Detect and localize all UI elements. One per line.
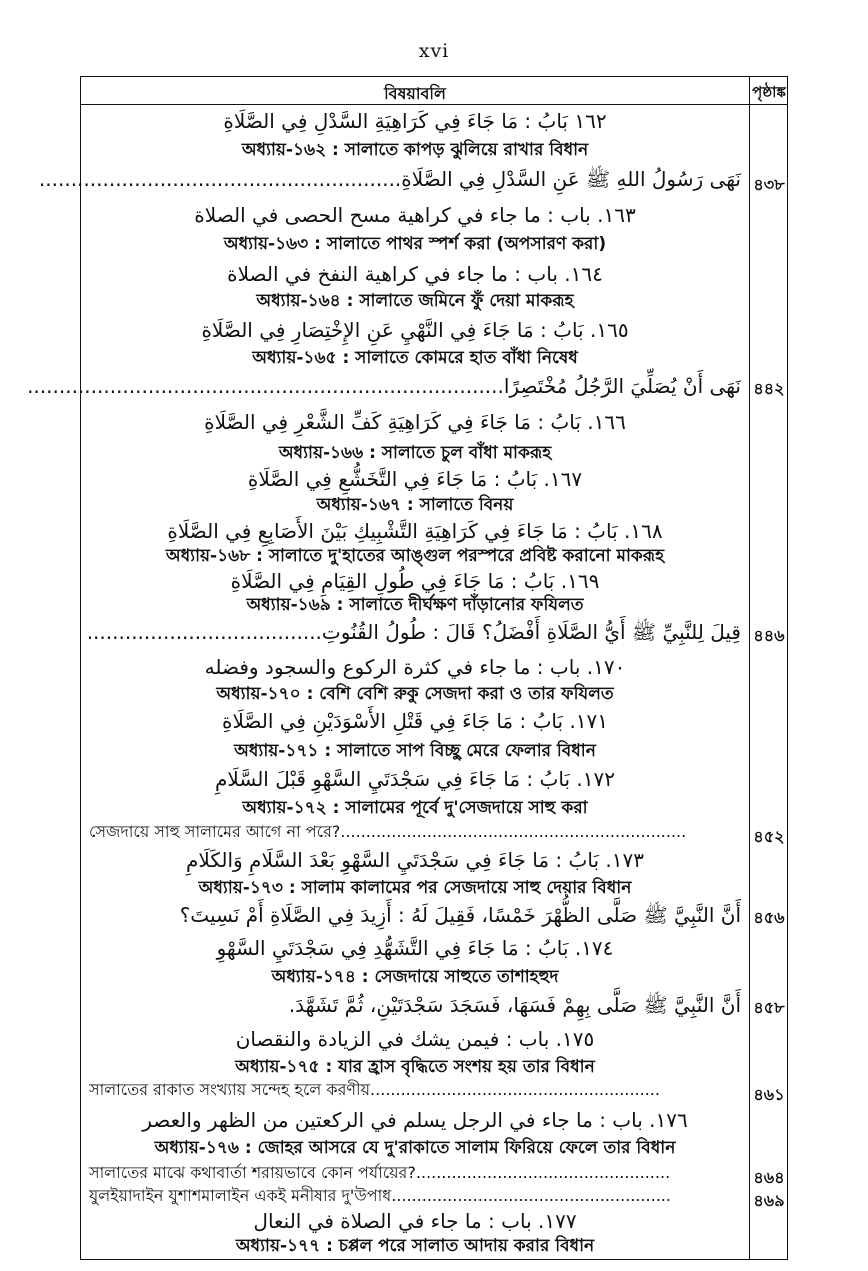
toc-entry-page: ৪৪৬ (753, 626, 785, 645)
toc-entry-arabic: ١٧١. بَابُ : مَا جَاءَ فِي قَتْلِ الأَسْوَدَيْنِ فِي الصَّلَاةِ (221, 709, 609, 733)
toc-entry-bengali: অধ্যায়-১৭৬ : জোহর আসরে যে দু'রাকাতে সালাম ফিরিয়ে ফেলে তার বিধান (154, 1138, 676, 1158)
toc-entry-arabic: ١٦٧. بَابُ : مَا جَاءَ فِي التَّخَشُّعِ فِي الصَّلَاةِ (247, 467, 583, 491)
toc-entry-topic: সেজদায়ে সাহু সালামের আগে না পরে?.................................................................... (89, 822, 687, 841)
toc-entry-arabic: ١٦٩. بَابُ : مَا جَاءَ فِي طُولِ القِيَامِ فِي الصَّلَاةِ (230, 569, 600, 593)
toc-entry-hadith: أَنَّ النَّبِيَّ ﷺ صَلَّى الظُّهْرَ خَمْسًا، فَقِيلَ لَهُ : أَزِيدَ فِي الصَّلَاةِ أَمْ نَسِيتَ؟ (179, 903, 741, 927)
toc-entry-page: ৪৬৯ (753, 1191, 785, 1210)
toc-entry-bengali: অধ্যায়-১৭০ : বেশি বেশি রুকু সেজদা করা ও তার ফযিলত (216, 684, 614, 704)
table-of-contents (27, 76, 788, 1260)
toc-entry-arabic: ١٧٣. بَابُ : مَا جَاءَ فِي سَجْدَتَيِ السَّهْوِ بَعْدَ السَّلَامِ وَالكَلَامِ (186, 848, 644, 872)
toc-entry-arabic: ١٦٢ بَابُ : مَا جَاءَ فِي كَرَاهِيَةِ السَّدْلِ فِي الصَّلَاةِ (223, 109, 607, 133)
toc-entry-arabic: ١٦٦. بَابُ : مَا جَاءَ فِي كَرَاهِيَةِ كَفِّ الشَّعْرِ فِي الصَّلَاةِ (204, 410, 626, 434)
toc-entry-page: ৪৫৮ (753, 998, 785, 1017)
toc-entry-bengali: অধ্যায়-১৬২ : সালাতে কাপড় ঝুলিয়ে রাখার বিধান (241, 140, 589, 160)
toc-entry-topic: যুলইয়াদাইন যুশাশমালাইন একই মনীষার দু'উপাধ....................................................... (89, 1186, 671, 1205)
toc-entry-topic: সালাতের মাঝে কথাবার্তা শরায়ভাবে কোন পর্যায়ের?.................................................. (89, 1163, 671, 1182)
toc-entry-bengali: অধ্যায়-১৭১ : সালাতে সাপ বিচ্ছু মেরে ফেলার বিধান (234, 741, 596, 761)
toc-entry-bengali: অধ্যায়-১৬৮ : সালাতে দু'হাতের আঙ্গুল পরস্পরে প্রবিষ্ট করানো মাকরূহ (165, 546, 665, 566)
toc-entry-page: ৪৫৬ (753, 908, 785, 927)
toc-entry-arabic: ١٦٤. باب : ما جاء في كراهية النفخ في الصلاة (227, 262, 603, 286)
toc-entry-bengali: অধ্যায়-১৬৫ : সালাতে কোমরে হাত বাঁধা নিষেধ (252, 348, 578, 368)
header-subject: বিষয়াবলি (384, 84, 446, 103)
toc-entry-hadith: نَهَى أَنْ يُصَلِّيَ الرَّجُلُ مُخْتَصِرًا........................................................................... (27, 374, 741, 398)
toc-entry-page: ৪৬১ (753, 1085, 785, 1104)
toc-entry-arabic: ١٦٣. باب : ما جاء في كراهية مسح الحصى في الصلاة (194, 203, 636, 227)
toc-entry-arabic: ١٧٦. باب : ما جاء في الرجل يسلم في الركعتين من الظهر والعصر (142, 1108, 688, 1132)
toc-entry-bengali: অধ্যায়-১৬৯ : সালাতে দীর্ঘক্ষণ দাঁড়ানোর ফযিলত (246, 595, 584, 615)
toc-entry-bengali: অধ্যায়-১৭৭ : চপ্পল পরে সালাত আদায় করার বিধান (235, 1236, 595, 1256)
toc-entry-page: ৪৫২ (753, 827, 785, 846)
toc-entry-bengali: অধ্যায়-১৭৩ : সালাম কালামের পর সেজদায়ে সাহু দেয়ার বিধান (198, 878, 632, 898)
toc-entry-topic: সালাতের রাকাত সংখ্যায় সন্দেহ হলে করণীয়......................................................... (89, 1080, 660, 1099)
toc-entry-page: ৪৩৮ (753, 175, 785, 194)
toc-entry-arabic: ١٧٤. بَابُ : مَا جَاءَ فِي التَّشَهُّدِ فِي سَجْدَتَيِ السَّهْوِ (216, 936, 614, 960)
toc-entry-arabic: ١٦٨. بَابُ : مَا جَاءَ فِي كَرَاهِيَةِ التَّشْبِيكِ بَيْنَ الأَصَابِعِ فِي الصَّلَاةِ (167, 519, 663, 543)
toc-entry-bengali: অধ্যায়-১৬৩ : সালাতে পাথর স্পর্শ করা (অপসারণ করা) (223, 234, 607, 254)
table-header (81, 77, 787, 105)
toc-entry-arabic: ١٧٠. باب : ما جاء في كثرة الركوع والسجود وفضله (204, 655, 626, 679)
header-page: পৃষ্ঠাঙ্ক (752, 83, 786, 101)
toc-entry-arabic: ١٦٥. بَابُ : مَا جَاءَ فِي النَّهْيِ عَنِ الإِخْتِصَارِ فِي الصَّلَاةِ (201, 318, 629, 342)
toc-entry-hadith: قِيلَ لِلنَّبِيِّ ﷺ أَيُّ الصَّلَاةِ أَفْضَلُ؟ قَالَ : طُولُ القُنُوتِ..................................... (86, 620, 741, 644)
toc-entry-bengali: অধ্যায়-১৭২ : সালামের পূর্বে দু'সেজদায়ে সাহু করা (242, 798, 588, 818)
toc-entry-arabic: ١٧٧. باب : ما جاء في الصلاة في النعال (253, 1209, 577, 1233)
toc-entry-bengali: অধ্যায়-১৭৪ : সেজদায়ে সাহুতে তাশাহহুদ (271, 967, 559, 987)
toc-entry-bengali: অধ্যায়-১৬৬ : সালাতে চুল বাঁধা মাকরূহ (278, 443, 552, 463)
toc-entry-arabic: ١٧٥. باب : فيمن يشك في الزيادة والنقصان (235, 1027, 595, 1051)
toc-entry-page: ৪৪২ (753, 379, 785, 398)
toc-entry-bengali: অধ্যায়-১৭৫ : যার হ্রাস বৃদ্ধিতে সংশয় হয় তার বিধান (235, 1057, 595, 1077)
toc-entry-bengali: অধ্যায়-১৬৭ : সালাতে বিনয় (316, 495, 514, 515)
toc-entry-arabic: ١٧٢. بَابُ : مَا جَاءَ فِي سَجْدَتَيِ السَّهْوِ قَبْلَ السَّلَامِ (215, 767, 615, 791)
toc-entry-hadith: نَهَى رَسُولُ اللهِ ﷺ عَنِ السَّدْلِ فِي الصَّلَاةِ......................................................... (38, 167, 741, 191)
toc-entry-page: ৪৬৪ (753, 1168, 785, 1187)
toc-entry-bengali: অধ্যায়-১৬৪ : সালাতে জমিনে ফুঁ দেয়া মাকরূহ (256, 291, 574, 311)
toc-entry-hadith: أَنَّ النَّبِيَّ ﷺ صَلَّى بِهِمْ فَسَهَا، فَسَجَدَ سَجْدَتَيْنِ، ثُمَّ تَشَهَّدَ. (288, 993, 741, 1017)
column-divider (749, 77, 750, 1259)
page-number: xvi (418, 40, 450, 62)
